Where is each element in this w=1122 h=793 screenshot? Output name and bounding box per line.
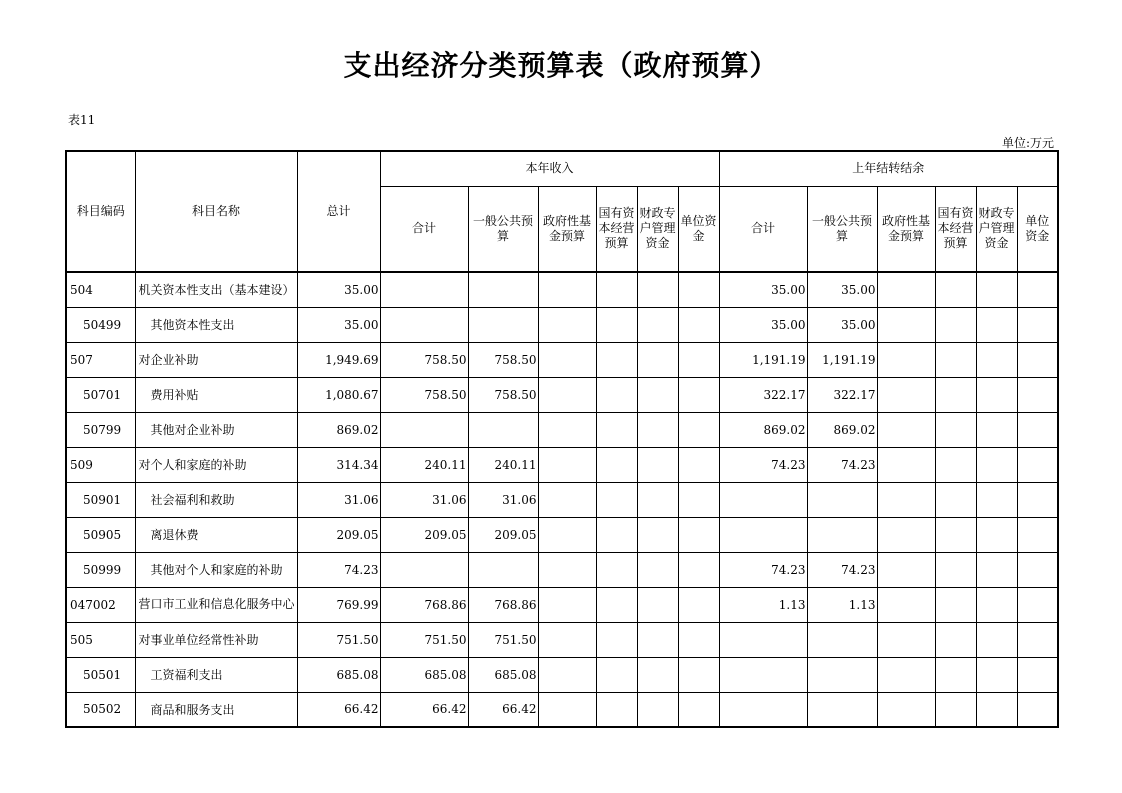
cell-co-general: 35.00 <box>807 272 877 307</box>
cell-co-state-capital <box>935 552 976 587</box>
cell-code: 50799 <box>66 412 135 447</box>
header-co-special-account: 财政专户管理资金 <box>976 186 1017 272</box>
cell-name: 社会福利和救助 <box>135 482 297 517</box>
header-cy-state-capital: 国有资本经营预算 <box>596 186 637 272</box>
cell-co-state-capital <box>935 517 976 552</box>
table-row <box>66 342 1058 377</box>
cell-co-general: 35.00 <box>807 307 877 342</box>
cell-code: 50901 <box>66 482 135 517</box>
cell-cy-general: 768.86 <box>468 587 538 622</box>
cell-co-unit-fund <box>1017 692 1058 727</box>
cell-co-subtotal: 35.00 <box>719 272 807 307</box>
cell-cy-general <box>468 412 538 447</box>
cell-co-unit-fund <box>1017 447 1058 482</box>
cell-cy-gov-fund <box>538 692 596 727</box>
cell-cy-gov-fund <box>538 482 596 517</box>
cell-total: 74.23 <box>297 552 380 587</box>
header-name: 科目名称 <box>135 151 297 272</box>
cell-co-special-account <box>976 447 1017 482</box>
cell-cy-gov-fund <box>538 517 596 552</box>
cell-cy-unit-fund <box>678 307 719 342</box>
cell-co-state-capital <box>935 377 976 412</box>
cell-name: 离退休费 <box>135 517 297 552</box>
cell-co-unit-fund <box>1017 622 1058 657</box>
cell-cy-general: 751.50 <box>468 622 538 657</box>
cell-co-general <box>807 692 877 727</box>
cell-cy-special-account <box>637 272 678 307</box>
cell-cy-state-capital <box>596 447 637 482</box>
cell-cy-general <box>468 272 538 307</box>
cell-co-unit-fund <box>1017 342 1058 377</box>
cell-code: 50905 <box>66 517 135 552</box>
cell-cy-gov-fund <box>538 447 596 482</box>
cell-co-gov-fund <box>877 552 935 587</box>
cell-cy-special-account <box>637 552 678 587</box>
cell-cy-general: 758.50 <box>468 377 538 412</box>
cell-cy-state-capital <box>596 482 637 517</box>
cell-cy-special-account <box>637 377 678 412</box>
cell-cy-general: 209.05 <box>468 517 538 552</box>
cell-cy-state-capital <box>596 657 637 692</box>
cell-co-special-account <box>976 552 1017 587</box>
table-row <box>66 412 1058 447</box>
cell-name: 其他资本性支出 <box>135 307 297 342</box>
table-row <box>66 552 1058 587</box>
cell-co-special-account <box>976 482 1017 517</box>
cell-name: 商品和服务支出 <box>135 692 297 727</box>
cell-cy-gov-fund <box>538 272 596 307</box>
cell-co-subtotal <box>719 692 807 727</box>
cell-co-unit-fund <box>1017 587 1058 622</box>
cell-co-gov-fund <box>877 622 935 657</box>
cell-name: 营口市工业和信息化服务中心 <box>135 587 297 622</box>
cell-name: 其他对企业补助 <box>135 412 297 447</box>
cell-code: 047002 <box>66 587 135 622</box>
cell-co-unit-fund <box>1017 657 1058 692</box>
cell-co-special-account <box>976 692 1017 727</box>
table-row <box>66 377 1058 412</box>
cell-co-general <box>807 517 877 552</box>
cell-co-general: 869.02 <box>807 412 877 447</box>
cell-co-state-capital <box>935 482 976 517</box>
cell-cy-unit-fund <box>678 587 719 622</box>
cell-co-gov-fund <box>877 412 935 447</box>
table-row <box>66 447 1058 482</box>
cell-cy-special-account <box>637 412 678 447</box>
cell-co-state-capital <box>935 307 976 342</box>
header-code: 科目编码 <box>66 151 135 272</box>
cell-co-subtotal <box>719 482 807 517</box>
cell-co-state-capital <box>935 692 976 727</box>
header-cy-general: 一般公共预算 <box>468 186 538 272</box>
cell-cy-state-capital <box>596 692 637 727</box>
cell-cy-subtotal: 751.50 <box>380 622 468 657</box>
header-co-unit-fund: 单位资金 <box>1017 186 1058 272</box>
cell-cy-subtotal: 31.06 <box>380 482 468 517</box>
cell-co-general <box>807 482 877 517</box>
cell-cy-general <box>468 552 538 587</box>
cell-cy-subtotal: 768.86 <box>380 587 468 622</box>
cell-cy-state-capital <box>596 412 637 447</box>
cell-cy-subtotal: 240.11 <box>380 447 468 482</box>
cell-cy-gov-fund <box>538 552 596 587</box>
cell-co-special-account <box>976 412 1017 447</box>
cell-total: 869.02 <box>297 412 380 447</box>
cell-cy-special-account <box>637 342 678 377</box>
unit-label: 单位:万元 <box>1001 136 1054 150</box>
cell-cy-unit-fund <box>678 692 719 727</box>
cell-co-special-account <box>976 272 1017 307</box>
cell-co-subtotal: 74.23 <box>719 552 807 587</box>
cell-co-special-account <box>976 307 1017 342</box>
cell-co-subtotal <box>719 622 807 657</box>
cell-cy-gov-fund <box>538 377 596 412</box>
cell-code: 50701 <box>66 377 135 412</box>
cell-co-unit-fund <box>1017 272 1058 307</box>
cell-co-unit-fund <box>1017 412 1058 447</box>
cell-cy-state-capital <box>596 307 637 342</box>
cell-co-state-capital <box>935 657 976 692</box>
cell-co-general: 74.23 <box>807 447 877 482</box>
table-row <box>66 482 1058 517</box>
cell-co-subtotal: 1.13 <box>719 587 807 622</box>
header-cy-special-account: 财政专户管理资金 <box>637 186 678 272</box>
cell-name: 工资福利支出 <box>135 657 297 692</box>
cell-co-subtotal: 869.02 <box>719 412 807 447</box>
cell-total: 1,080.67 <box>297 377 380 412</box>
header-cy-unit-fund: 单位资金 <box>678 186 719 272</box>
cell-code: 509 <box>66 447 135 482</box>
cell-total: 685.08 <box>297 657 380 692</box>
table-row <box>66 657 1058 692</box>
cell-cy-special-account <box>637 692 678 727</box>
cell-co-general: 1,191.19 <box>807 342 877 377</box>
header-co-gov-fund: 政府性基金预算 <box>877 186 935 272</box>
cell-cy-unit-fund <box>678 447 719 482</box>
cell-cy-unit-fund <box>678 377 719 412</box>
cell-co-special-account <box>976 517 1017 552</box>
table-header <box>66 151 1058 272</box>
cell-cy-gov-fund <box>538 587 596 622</box>
cell-total: 209.05 <box>297 517 380 552</box>
header-co-state-capital: 国有资本经营预算 <box>935 186 976 272</box>
cell-co-gov-fund <box>877 342 935 377</box>
cell-co-subtotal: 1,191.19 <box>719 342 807 377</box>
cell-cy-subtotal: 66.42 <box>380 692 468 727</box>
cell-cy-state-capital <box>596 342 637 377</box>
cell-cy-unit-fund <box>678 552 719 587</box>
cell-cy-unit-fund <box>678 657 719 692</box>
cell-name: 对企业补助 <box>135 342 297 377</box>
cell-total: 35.00 <box>297 307 380 342</box>
table-row <box>66 587 1058 622</box>
cell-co-gov-fund <box>877 657 935 692</box>
cell-co-gov-fund <box>877 482 935 517</box>
cell-cy-gov-fund <box>538 622 596 657</box>
header-co-general: 一般公共预算 <box>807 186 877 272</box>
cell-co-unit-fund <box>1017 307 1058 342</box>
cell-co-special-account <box>976 342 1017 377</box>
cell-total: 66.42 <box>297 692 380 727</box>
cell-co-subtotal <box>719 657 807 692</box>
cell-name: 机关资本性支出（基本建设） <box>135 272 297 307</box>
cell-cy-gov-fund <box>538 412 596 447</box>
page-title: 支出经济分类预算表（政府预算） <box>343 49 779 82</box>
cell-cy-unit-fund <box>678 412 719 447</box>
table-row <box>66 692 1058 727</box>
cell-cy-special-account <box>637 447 678 482</box>
cell-co-state-capital <box>935 622 976 657</box>
cell-co-subtotal: 74.23 <box>719 447 807 482</box>
header-total: 总计 <box>297 151 380 272</box>
cell-cy-special-account <box>637 482 678 517</box>
cell-cy-special-account <box>637 622 678 657</box>
cell-total: 1,949.69 <box>297 342 380 377</box>
cell-cy-special-account <box>637 657 678 692</box>
cell-co-general <box>807 622 877 657</box>
cell-cy-subtotal: 209.05 <box>380 517 468 552</box>
cell-co-subtotal: 35.00 <box>719 307 807 342</box>
table-row <box>66 622 1058 657</box>
header-cy-subtotal: 合计 <box>380 186 468 272</box>
cell-code: 505 <box>66 622 135 657</box>
cell-cy-subtotal: 685.08 <box>380 657 468 692</box>
table-body <box>66 272 1058 727</box>
cell-cy-unit-fund <box>678 622 719 657</box>
cell-name: 费用补贴 <box>135 377 297 412</box>
cell-co-special-account <box>976 377 1017 412</box>
cell-cy-special-account <box>637 517 678 552</box>
cell-code: 50499 <box>66 307 135 342</box>
budget-table <box>65 150 1059 728</box>
cell-cy-subtotal <box>380 307 468 342</box>
cell-co-unit-fund <box>1017 377 1058 412</box>
cell-co-state-capital <box>935 412 976 447</box>
header-current-year: 本年收入 <box>380 151 719 186</box>
cell-code: 50501 <box>66 657 135 692</box>
cell-cy-state-capital <box>596 377 637 412</box>
cell-co-subtotal: 322.17 <box>719 377 807 412</box>
cell-name: 其他对个人和家庭的补助 <box>135 552 297 587</box>
cell-co-gov-fund <box>877 447 935 482</box>
cell-cy-special-account <box>637 307 678 342</box>
cell-co-unit-fund <box>1017 482 1058 517</box>
table-row <box>66 307 1058 342</box>
cell-name: 对事业单位经常性补助 <box>135 622 297 657</box>
cell-co-special-account <box>976 587 1017 622</box>
cell-total: 751.50 <box>297 622 380 657</box>
cell-cy-unit-fund <box>678 342 719 377</box>
cell-cy-gov-fund <box>538 307 596 342</box>
cell-cy-unit-fund <box>678 482 719 517</box>
cell-cy-general: 758.50 <box>468 342 538 377</box>
cell-co-unit-fund <box>1017 517 1058 552</box>
cell-cy-special-account <box>637 587 678 622</box>
cell-co-gov-fund <box>877 692 935 727</box>
table-row <box>66 272 1058 307</box>
cell-code: 507 <box>66 342 135 377</box>
cell-cy-subtotal <box>380 272 468 307</box>
cell-cy-general: 685.08 <box>468 657 538 692</box>
cell-cy-general: 66.42 <box>468 692 538 727</box>
cell-total: 314.34 <box>297 447 380 482</box>
cell-cy-gov-fund <box>538 657 596 692</box>
cell-co-state-capital <box>935 272 976 307</box>
cell-cy-state-capital <box>596 552 637 587</box>
cell-co-gov-fund <box>877 272 935 307</box>
cell-cy-gov-fund <box>538 342 596 377</box>
table-row <box>66 517 1058 552</box>
header-carryover: 上年结转结余 <box>719 151 1058 186</box>
cell-co-unit-fund <box>1017 552 1058 587</box>
cell-cy-state-capital <box>596 272 637 307</box>
cell-co-gov-fund <box>877 517 935 552</box>
cell-co-general <box>807 657 877 692</box>
cell-cy-subtotal <box>380 412 468 447</box>
cell-cy-state-capital <box>596 517 637 552</box>
cell-co-general: 1.13 <box>807 587 877 622</box>
cell-co-gov-fund <box>877 377 935 412</box>
cell-cy-subtotal <box>380 552 468 587</box>
header-co-subtotal: 合计 <box>719 186 807 272</box>
cell-co-state-capital <box>935 587 976 622</box>
table-number: 表11 <box>68 113 96 127</box>
cell-co-general: 322.17 <box>807 377 877 412</box>
cell-code: 504 <box>66 272 135 307</box>
cell-total: 35.00 <box>297 272 380 307</box>
cell-co-special-account <box>976 622 1017 657</box>
cell-cy-unit-fund <box>678 272 719 307</box>
cell-co-subtotal <box>719 517 807 552</box>
cell-co-special-account <box>976 657 1017 692</box>
cell-total: 769.99 <box>297 587 380 622</box>
cell-co-state-capital <box>935 447 976 482</box>
cell-cy-unit-fund <box>678 517 719 552</box>
cell-co-general: 74.23 <box>807 552 877 587</box>
cell-code: 50999 <box>66 552 135 587</box>
cell-cy-state-capital <box>596 587 637 622</box>
cell-cy-state-capital <box>596 622 637 657</box>
cell-co-state-capital <box>935 342 976 377</box>
cell-cy-general <box>468 307 538 342</box>
cell-cy-subtotal: 758.50 <box>380 342 468 377</box>
cell-co-gov-fund <box>877 587 935 622</box>
cell-co-gov-fund <box>877 307 935 342</box>
cell-cy-general: 31.06 <box>468 482 538 517</box>
cell-total: 31.06 <box>297 482 380 517</box>
header-cy-gov-fund: 政府性基金预算 <box>538 186 596 272</box>
cell-code: 50502 <box>66 692 135 727</box>
cell-cy-subtotal: 758.50 <box>380 377 468 412</box>
cell-cy-general: 240.11 <box>468 447 538 482</box>
cell-name: 对个人和家庭的补助 <box>135 447 297 482</box>
